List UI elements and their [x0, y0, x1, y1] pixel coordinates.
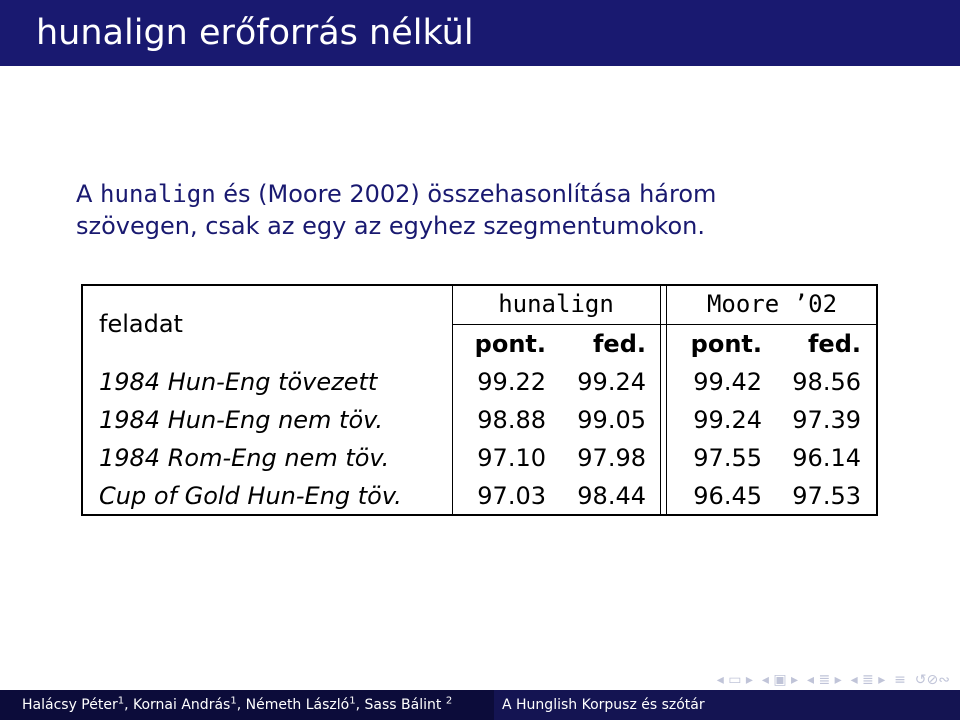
author-affiliation: 1: [230, 695, 237, 707]
value-cell: 98.56: [792, 368, 861, 396]
value-cell: 97.98: [577, 444, 646, 472]
nav-search-icon[interactable]: ↺⊘∾: [914, 672, 950, 688]
group-header-moore: Moore ’02: [706, 290, 838, 318]
task-cell: 1984 Hun-Eng nem töv.: [99, 406, 384, 434]
footer-title: [494, 690, 960, 720]
title-bar: [0, 0, 960, 66]
value-cell: 99.24: [577, 368, 646, 396]
author-name: Halácsy Péter: [22, 697, 118, 713]
value-cell: 99.05: [577, 406, 646, 434]
value-cell: 96.14: [792, 444, 861, 472]
intro-line-2: szövegen, csak az egy az egyhez szegmentumokon.: [76, 212, 705, 240]
hunalign-code: hunalign: [100, 180, 216, 208]
value-cell: 98.44: [577, 482, 646, 510]
intro-line-1: [76, 178, 716, 210]
subheader-pont: pont.: [690, 330, 762, 358]
value-cell: 97.10: [477, 444, 546, 472]
value-cell: 97.03: [477, 482, 546, 510]
nav-prev-section-icon[interactable]: ◂ ≣ ▸: [806, 672, 842, 688]
results-table: [81, 284, 878, 516]
slide-title: hunalign erőforrás nélkül: [36, 13, 474, 53]
task-cell: 1984 Hun-Eng tövezett: [99, 368, 378, 396]
value-cell: 97.53: [792, 482, 861, 510]
footer-authors: Halácsy Péter$^1$, Kornai András$^1$, Németh László$^1$, Sass Bálint $^2$: [0, 690, 494, 720]
intro-text-b: és (Moore 2002) összehasonlítása három: [215, 180, 717, 208]
author-name: Kornai András: [133, 697, 231, 713]
footer-title-text: A Hunglish Korpusz és szótár: [502, 697, 705, 713]
group-header-rule: [452, 324, 876, 325]
nav-next-section-icon[interactable]: ◂ ≣ ▸: [850, 672, 886, 688]
value-cell: 97.39: [792, 406, 861, 434]
group-header-hunalign: hunalign: [498, 290, 614, 318]
value-cell: 99.42: [693, 368, 762, 396]
nav-prev-frame-icon[interactable]: ◂ ▣ ▸: [761, 672, 799, 688]
intro-text: [76, 178, 716, 242]
task-cell: 1984 Rom-Eng nem töv.: [99, 444, 390, 472]
value-cell: 97.55: [693, 444, 762, 472]
table-group-divider-a: [660, 286, 661, 514]
task-cell: Cup of Gold Hun-Eng töv.: [99, 482, 402, 510]
nav-first-icon[interactable]: ◂ ▭ ▸: [716, 672, 753, 688]
subheader-fed: fed.: [807, 330, 861, 358]
nav-align-icon[interactable]: ≡: [894, 672, 906, 688]
footer: [0, 690, 960, 720]
subheader-pont: pont.: [474, 330, 546, 358]
value-cell: 99.22: [477, 368, 546, 396]
value-cell: 98.88: [477, 406, 546, 434]
author-affiliation: 1: [349, 695, 356, 707]
intro-text-a: A: [76, 180, 101, 208]
value-cell: 96.45: [693, 482, 762, 510]
value-cell: 99.24: [693, 406, 762, 434]
author-affiliation: 1: [117, 695, 125, 707]
author-name: Sass Bálint: [364, 697, 442, 713]
subheader-fed: fed.: [592, 330, 646, 358]
task-header: feladat: [99, 310, 183, 338]
navigation-bar: [717, 670, 950, 690]
author-name: Németh László: [245, 697, 350, 713]
author-affiliation: 2: [445, 695, 453, 707]
